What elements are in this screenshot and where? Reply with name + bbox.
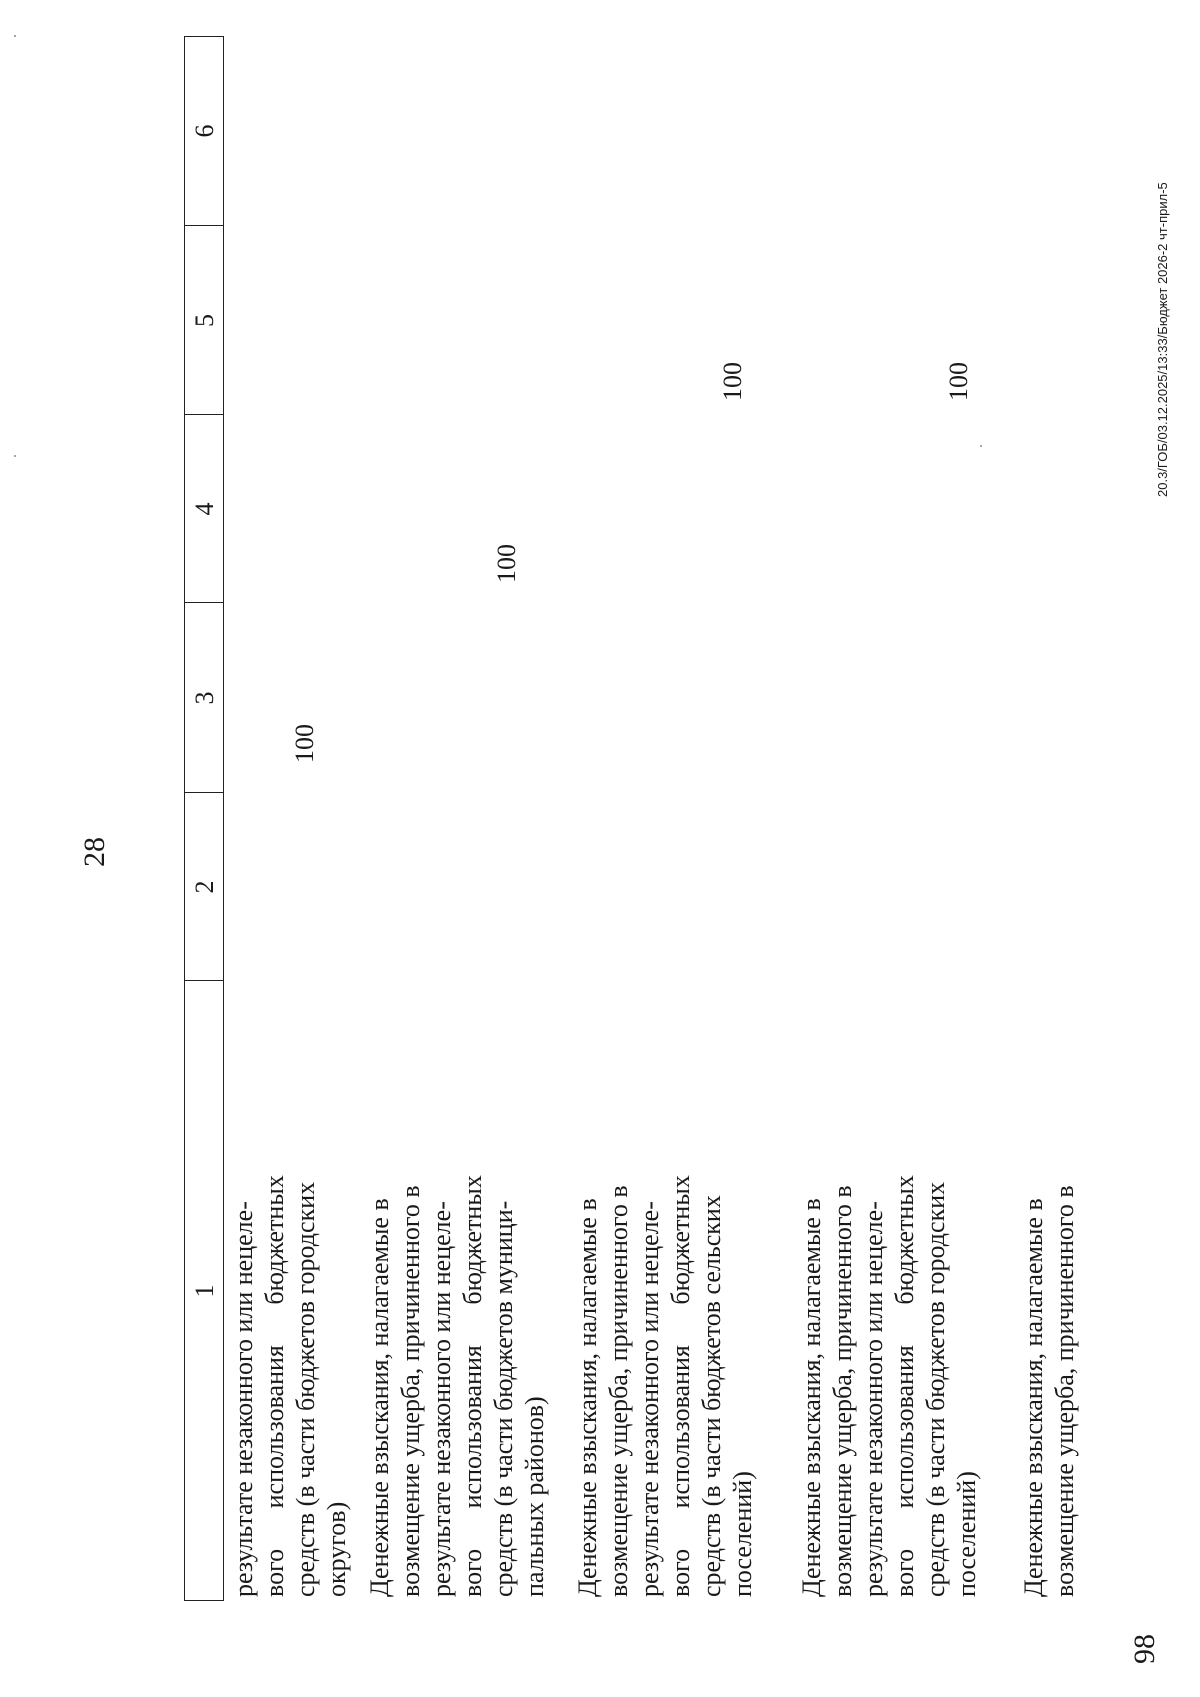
- row-text-line: возмещение ущерба, причиненного в: [396, 1185, 425, 1597]
- table-row: [572, 1077, 758, 1597]
- table-row: [364, 1077, 550, 1597]
- row-text-line: результате незаконного или нецеле-: [859, 1201, 888, 1597]
- row-text-line: результате незаконного или нецеле-: [229, 1201, 258, 1597]
- cell-value: 100: [944, 362, 973, 401]
- column-header-2: 2: [190, 880, 219, 894]
- table-row: [228, 1077, 352, 1597]
- column-header-5: 5: [190, 314, 219, 327]
- row-text-line: поселений): [728, 1471, 757, 1597]
- cell-value: 100: [718, 362, 747, 401]
- row-text-line: результате незаконного или нецеле-: [427, 1201, 456, 1597]
- row-text-line: пальных районов): [520, 1396, 549, 1597]
- row-text-line: средств (в части бюджетов муници-: [489, 1200, 518, 1597]
- scan-speck: [14, 35, 16, 37]
- sheet-number: 98: [1128, 1634, 1161, 1664]
- row-text-line: возмещение ущерба, причиненного в: [1050, 1185, 1079, 1597]
- scan-speck: [980, 445, 982, 447]
- row-text-line: поселений): [952, 1471, 981, 1597]
- table-row: [1018, 1077, 1080, 1597]
- row-text-line: Денежные взыскания, налагаемые в: [797, 1198, 826, 1597]
- row-text-line: средств (в части бюджетов сельских: [697, 1195, 726, 1597]
- column-header-3: 3: [190, 691, 219, 705]
- cell-value: 100: [492, 544, 521, 583]
- row-text-line: возмещение ущерба, причиненного в: [604, 1185, 633, 1597]
- row-text-line: Денежные взыскания, налагаемые в: [573, 1198, 602, 1597]
- column-header-6: 6: [190, 124, 219, 138]
- table-row: [796, 1077, 982, 1597]
- row-text-line: округов): [322, 1501, 351, 1597]
- document-code: 20.3/ГОБ/03.12.2025/13:33/Бюджет 2026-2 чт-прил-5: [1155, 182, 1170, 497]
- row-text-line: вого использования бюджетных: [260, 1175, 289, 1597]
- column-header-1: 1: [190, 1284, 219, 1298]
- column-header-4: 4: [190, 502, 219, 516]
- row-text-line: Денежные взыскания, налагаемые в: [365, 1198, 394, 1597]
- row-text-line: Денежные взыскания, налагаемые в: [1019, 1198, 1048, 1597]
- row-text-line: вого использования бюджетных: [890, 1175, 919, 1597]
- cell-value: 100: [290, 724, 319, 763]
- row-text-line: возмещение ущерба, причиненного в: [828, 1185, 857, 1597]
- row-text-line: вого использования бюджетных: [458, 1175, 487, 1597]
- row-text-line: результате незаконного или нецеле-: [635, 1201, 664, 1597]
- page-number: 28: [78, 837, 111, 867]
- row-text-line: средств (в части бюджетов городских: [921, 1181, 950, 1597]
- scan-speck: [14, 455, 16, 457]
- row-text-line: средств (в части бюджетов городских: [291, 1181, 320, 1597]
- row-text-line: вого использования бюджетных: [666, 1175, 695, 1597]
